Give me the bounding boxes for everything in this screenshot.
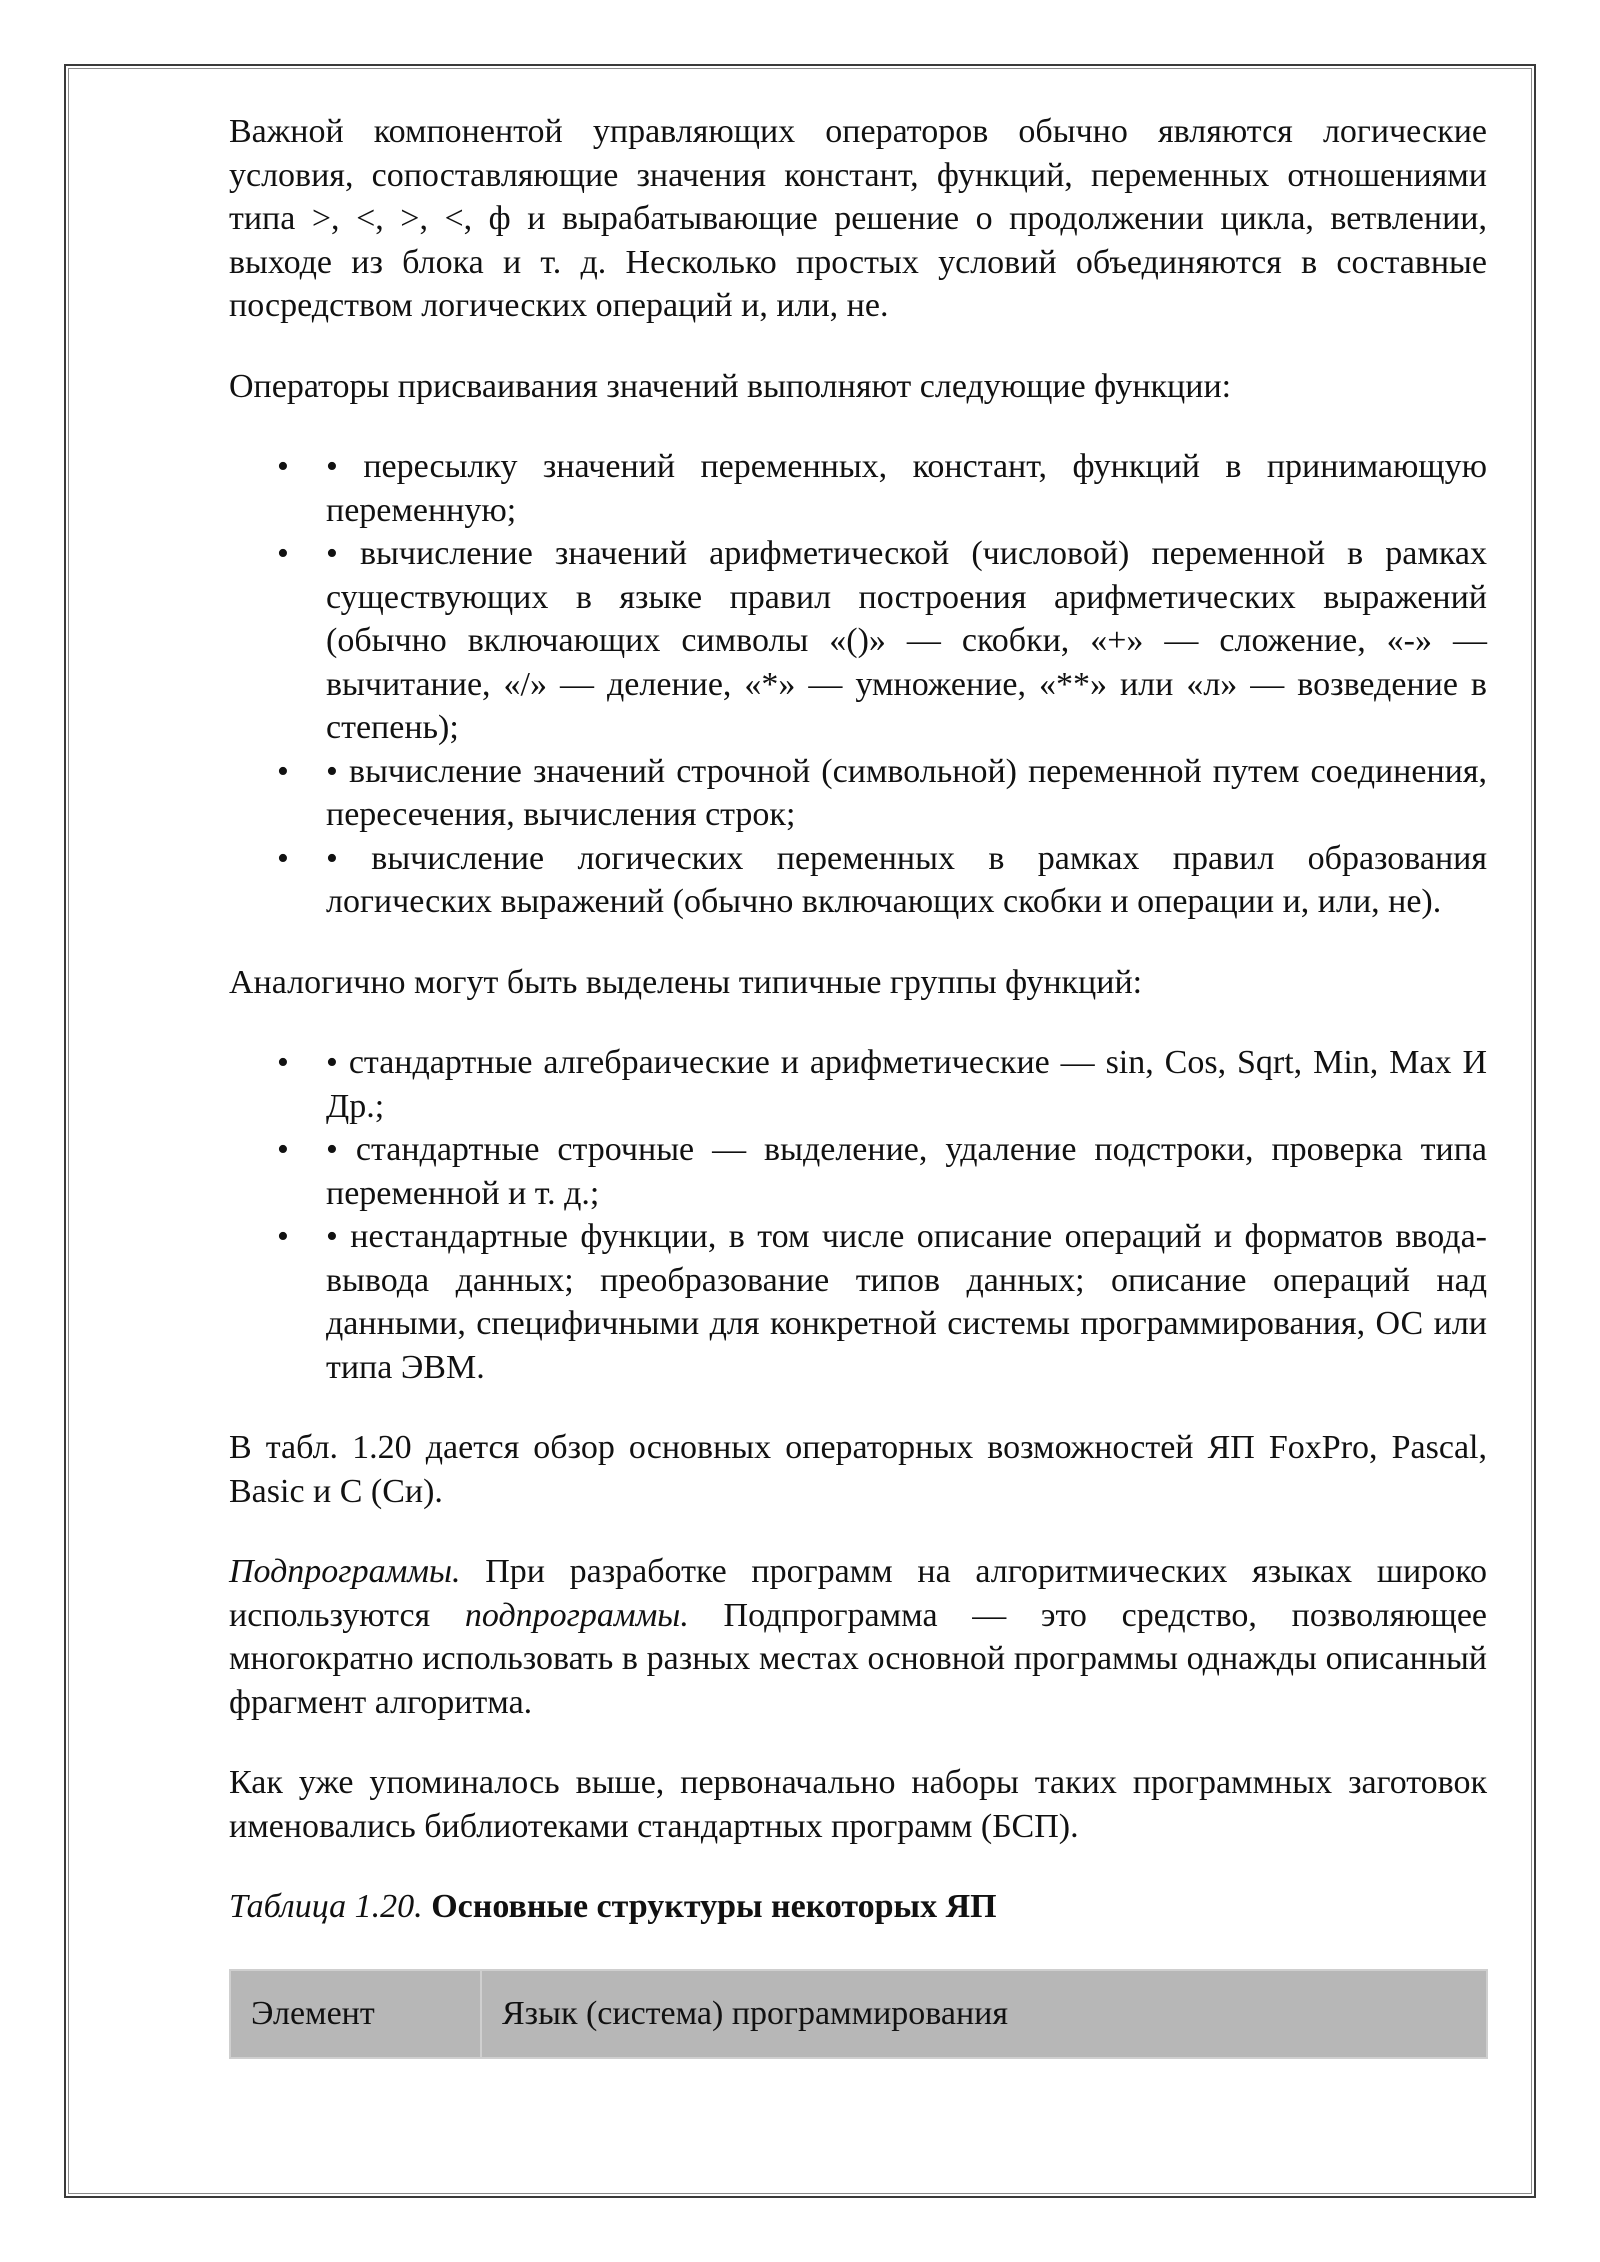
paragraph-table-reference: В табл. 1.20 дается обзор основных операторных возможностей ЯП FoxPro, Pascal, Basic и С (Си). [229,1429,1487,1510]
term-subprograms: Подпрограммы. [229,1553,461,1590]
subprograms-text-a: При разработке программ на алгоритмических языках широко используются [229,1553,1487,1634]
list-item-text: • стандартные строчные — выделение, удаление подстроки, проверка типа переменной и т. д.; [326,1131,1487,1212]
list-item-text: • вычисление значений строчной (символьной) переменной путем соединения, пересечения, вычисления строк; [326,752,1487,833]
structures-table [229,1969,1488,2059]
list-item [229,1128,1487,1215]
paragraph-function-groups-intro: Аналогично могут быть выделены типичные группы функций: [229,963,1143,1001]
bullet-icon: • [277,1218,289,1255]
paragraph-assignment-intro: Операторы присваивания значений выполняют следующие функции: [229,367,1232,405]
function-groups-list [229,1041,1487,1389]
list-item-text: • нестандартные функции, в том числе описание операций и форматов ввода-вывода данных; преобразование типов данных; описание операций над данными, специфичными для конкретной системы программирования, ОС или типа ЭВМ. [326,1218,1487,1386]
bullet-icon: • [277,1131,289,1168]
table-header-row [230,1970,1487,2058]
table-caption [229,1885,1487,1929]
paragraph-bsp: Как уже упоминалось выше, первоначально наборы таких программных заготовок именовались библиотеками стандартных программ (БСП). [229,1764,1487,1845]
paragraph-conditions: Важной компонентой управляющих операторов обычно являются логические условия, сопоставляющие значения констант, функций, переменных отношениями типа >, <, >, <, ф и вырабатывающие решение о продолжении цикла, ветвлении, выходе из блока и т. д. Несколько простых условий объединяются в составные посредством логических операций и, или, не. [229,113,1487,324]
table-caption-label: Таблица 1.20. [229,1888,423,1925]
bullet-icon: • [277,535,289,572]
list-item [229,532,1487,750]
table-caption-title: Основные структуры некоторых ЯП [431,1888,997,1925]
list-item-text: • вычисление логических переменных в рамках правил образования логических выражений (обычно включающих скобки и операции и, или, не). [326,839,1487,920]
assignment-functions-list [229,445,1487,924]
bullet-icon: • [277,752,289,790]
list-item-text: • вычисление значений арифметической (числовой) переменной в рамках существующих в языке правил построения арифметических выражений (обычно включающих символы «()» — скобки, «+» — сложение, «-» — вычитание, «/» — деление, «*» — умножение, «**» или «л» — возведение в степень); [326,535,1487,746]
bullet-icon: • [277,1044,289,1081]
term-subprograms-inline: подпрограммы. [464,1596,689,1634]
list-item-text: • пересылку значений переменных, констант, функций в принимающую переменную; [326,448,1487,529]
list-item [229,445,1487,532]
bullet-icon: • [277,839,289,877]
table-header-language: Язык (система) программирования [481,1970,1487,2058]
list-item-text: • стандартные алгебраические и арифметические — sin, Cos, Sqrt, Min, Max И Др.; [326,1044,1487,1125]
bullet-icon: • [277,448,289,485]
list-item [229,1215,1487,1389]
table-header-element: Элемент [230,1970,481,2058]
paragraph-subprograms [229,1550,1487,1724]
list-item [229,837,1487,924]
list-item [229,750,1487,837]
document-body [229,110,1487,2059]
list-item [229,1041,1487,1128]
subprograms-text-b: Подпрограмма — это средство, позволяющее многократно использовать в разных местах основной программы однажды описанный фрагмент алгоритма. [229,1596,1488,1721]
